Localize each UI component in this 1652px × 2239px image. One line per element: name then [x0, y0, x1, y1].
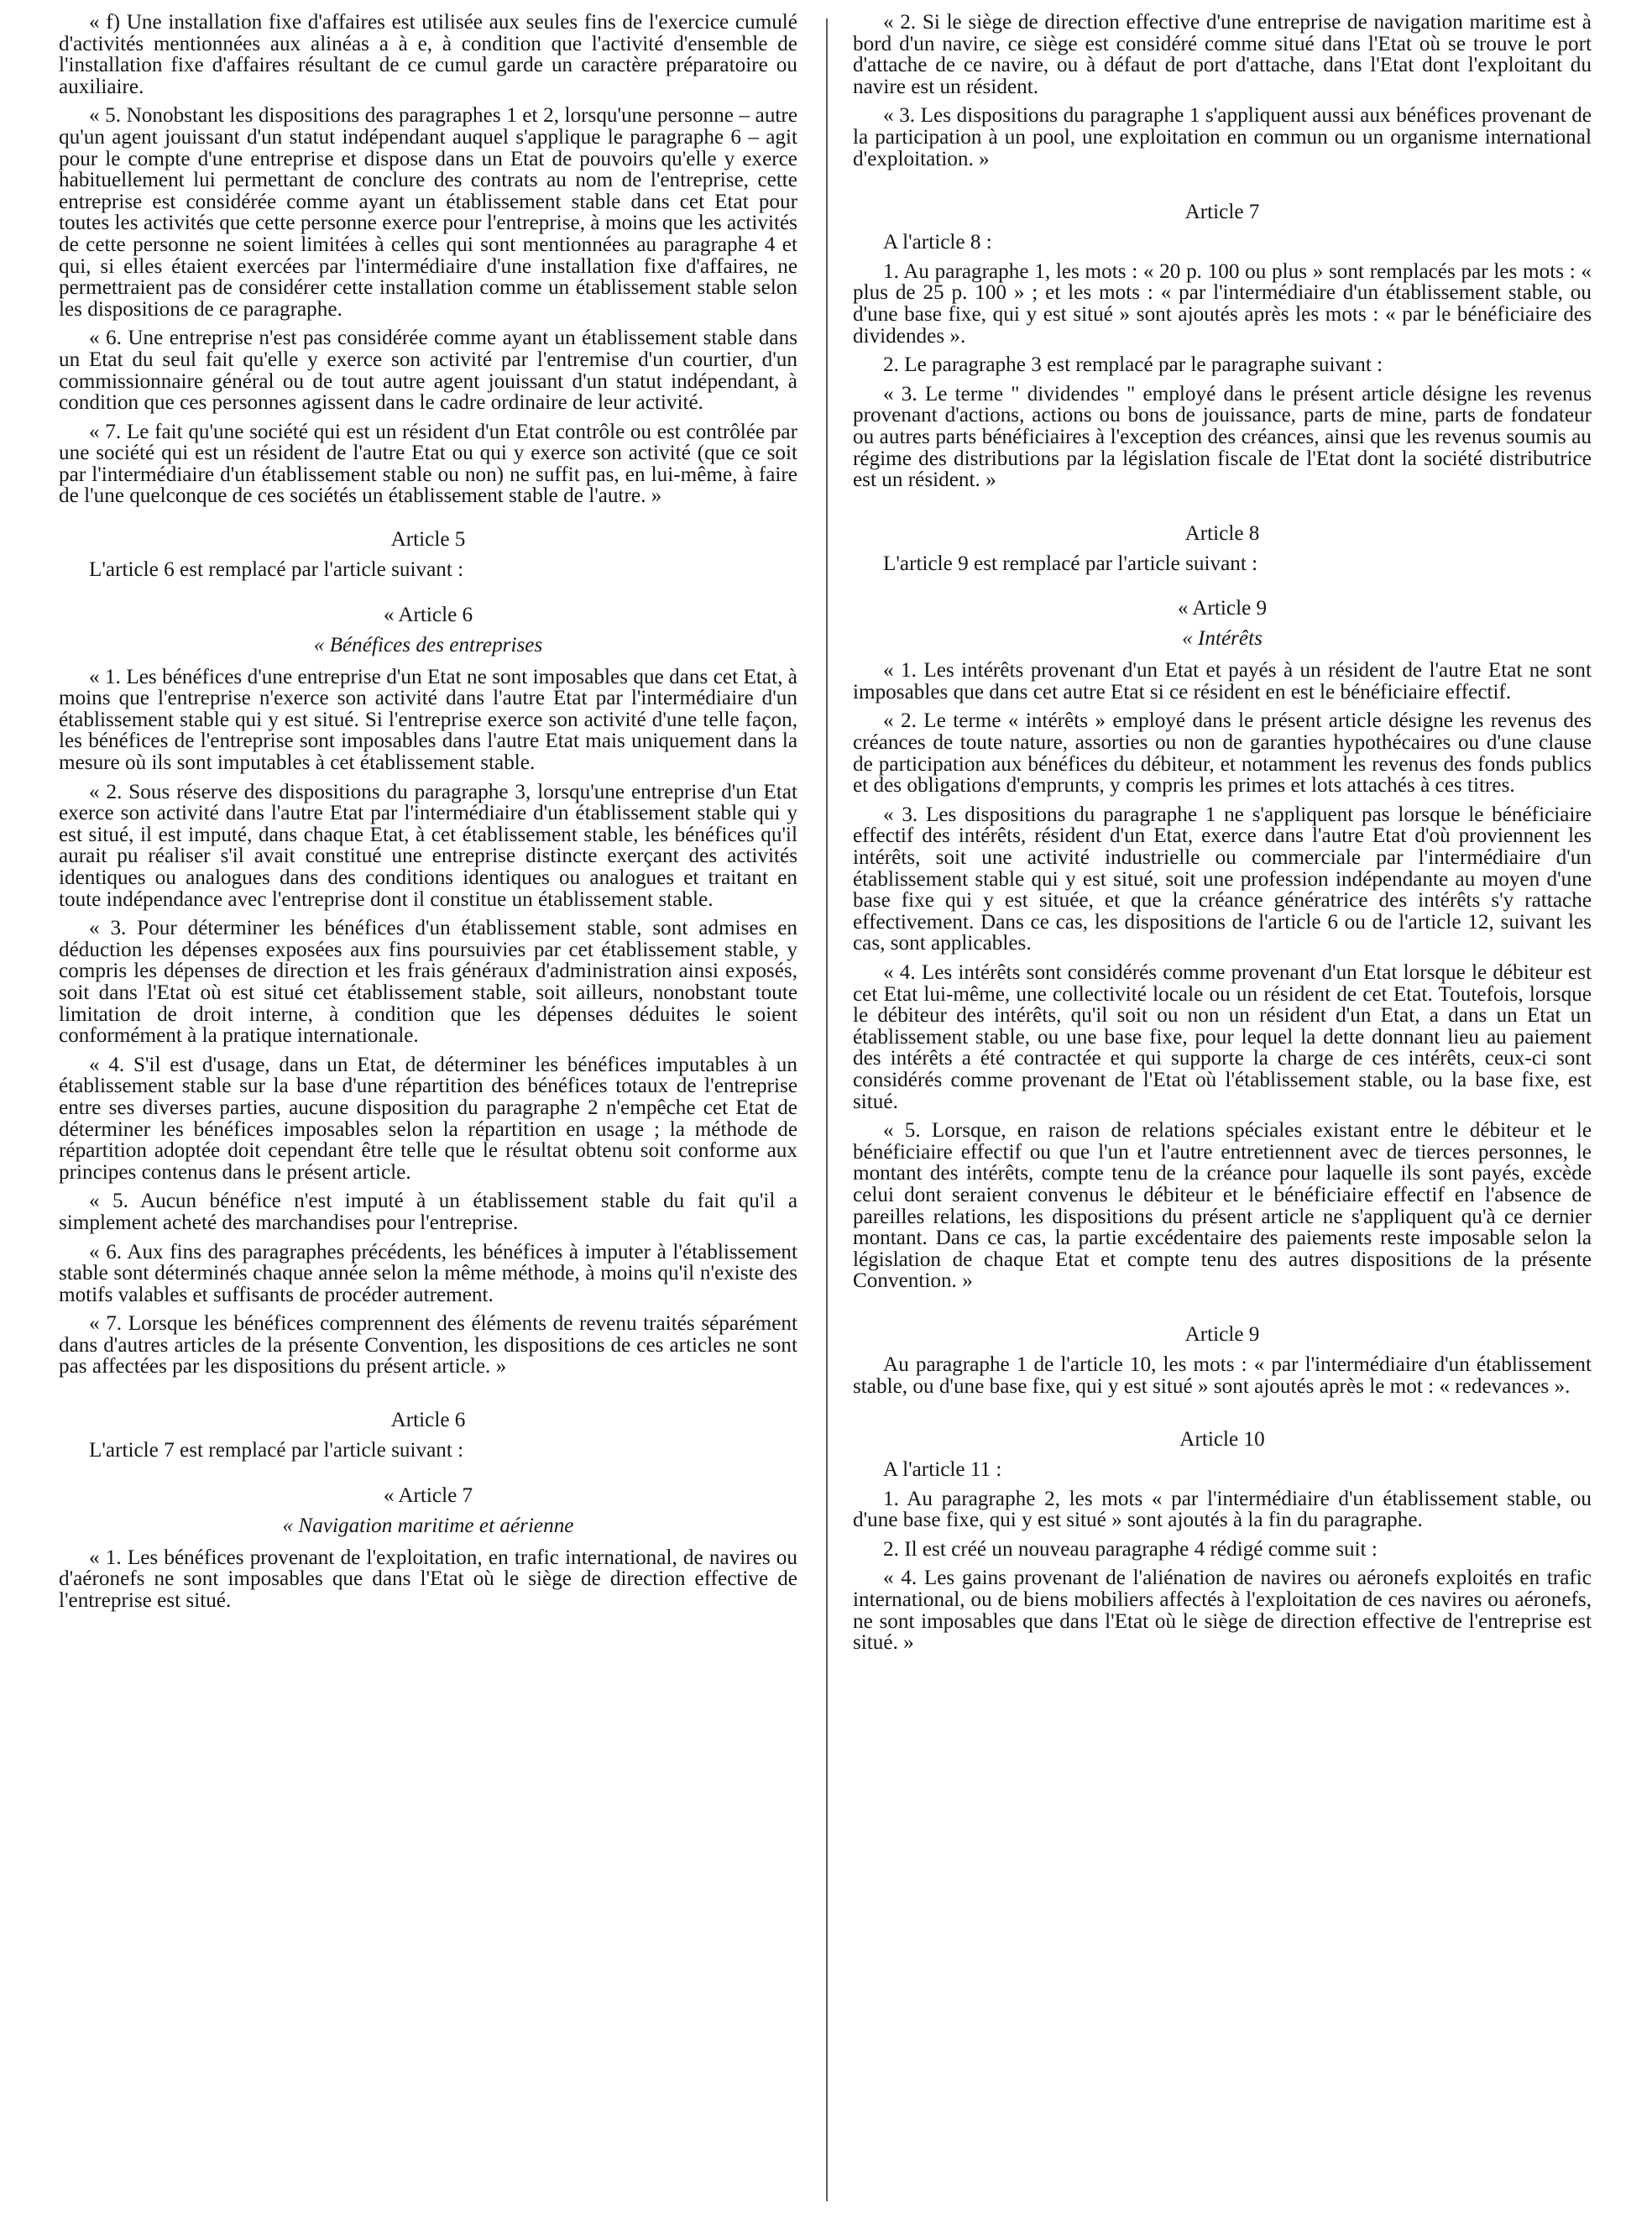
- document-page: [59, 12, 1603, 2228]
- article-5-heading: Article 5: [390, 528, 466, 552]
- article-6-heading: Article 6: [390, 1409, 466, 1432]
- article-6-subheading: « Article 6: [383, 603, 473, 626]
- article-9-paragraph-1: « 1. Les intérêts provenant d'un Etat et payés à un résident de l'autre Etat ne sont imposables que dans cet autre Etat si ce résident en est le bénéficiaire effectif.: [853, 659, 1592, 704]
- article-8-paragraph-3: « 3. Le terme " dividendes " employé dans le présent article désigne les revenus provenant d'actions, actions ou bons de jouissance, parts de mine, parts de fondateur ou autres parts bénéficiaires à l'exception des créances, ainsi que les revenus soumis au régime des distributions par la législation fiscale de l'Etat dont la société distributrice est un résident. »: [853, 382, 1592, 492]
- article-8-paragraph-1: 1. Au paragraphe 1, les mots : « 20 p. 100 ou plus » sont remplacés par les mots : « plus de 25 p. 100 » ; et les mots : « par l'intermédiaire d'un établissement stable, ou d'une base fixe, qui y est situé » sont ajoutés après les mots : « par le bénéficiaire des dividendes ».: [853, 259, 1592, 348]
- article-11-paragraph-1: 1. Au paragraphe 2, les mots « par l'intermédiaire d'un établissement stable, ou d'une base fixe, qui y est situé » sont ajoutés à la fin du paragraphe.: [853, 1487, 1592, 1532]
- article-5-intro: L'article 6 est remplacé par l'article suivant :: [89, 558, 464, 582]
- article-6-paragraph-7: « 7. Lorsque les bénéfices comprennent des éléments de revenu traités séparément dans d'autres articles de la présente Convention, les dispositions de ces articles ne sont pas affectées par les dispositions du présent article. »: [59, 1312, 797, 1378]
- article-10-heading: Article 10: [1179, 1428, 1265, 1452]
- article-6-paragraph-6: « 6. Aux fins des paragraphes précédents, les bénéfices à imputer à l'établissement stable sont déterminés chaque année selon la même méthode, à moins qu'il n'existe des motifs valables et suffisants de procéder autrement.: [59, 1240, 797, 1306]
- article-10-intro: A l'article 11 :: [883, 1458, 1002, 1482]
- article-8-heading: Article 8: [1184, 521, 1260, 545]
- article-9-paragraph-4: « 4. Les intérêts sont considérés comme provenant d'un Etat lorsque le débiteur est cet Etat lui-même, une collectivité locale ou un résident de cet Etat. Toutefois, lorsque le débiteur des intérêts, qu'il soit ou non un résident d'un Etat, a dans un Etat un établissement stable, ou une base fixe, pour lequel la dette donnant lieu au paiement des intérêts a été contractée et qui supporte la charge de ces intérêts, ceux-ci sont considérés comme provenant de l'Etat où l'établissement stable, ou la base fixe, est situé.: [853, 961, 1592, 1113]
- article-7-intro: A l'article 8 :: [883, 231, 992, 254]
- article-7-paragraph-2: « 2. Si le siège de direction effective d'une entreprise de navigation maritime est à bord d'un navire, ce siège est considéré comme situé dans l'Etat où se trouve le port d'attache de ce navire, ou à défaut de port d'attache, dans l'Etat dont l'exploitant du navire est un résident.: [853, 12, 1592, 98]
- article-6-paragraph-2: « 2. Sous réserve des dispositions du paragraphe 3, lorsqu'une entreprise d'un Etat exerce son activité dans l'autre Etat par l'intermédiaire d'un établissement stable qui y est situé, il est imputé, dans chaque Etat, à cet établissement stable, les bénéfices qu'il aurait pu réaliser s'il avait constitué une entreprise distincte exerçant des activités identiques ou analogues dans des conditions identiques ou analogues et traitant en toute indépendance avec l'entreprise dont il constitue un établissement stable.: [59, 780, 797, 911]
- article-6-paragraph-5: « 5. Aucun bénéfice n'est imputé à un établissement stable du fait qu'il a simplement acheté des marchandises pour l'entreprise.: [59, 1190, 797, 1234]
- article-8-intro: L'article 9 est remplacé par l'article suivant :: [883, 552, 1258, 575]
- article-11-paragraph-2: 2. Il est créé un nouveau paragraphe 4 rédigé comme suit :: [883, 1537, 1378, 1561]
- article-7-paragraph-1: « 1. Les bénéfices provenant de l'exploitation, en trafic international, de navires ou d'aéronefs ne sont imposables que dans l'Etat où le siège de direction effective de l'entreprise est situé.: [59, 1546, 797, 1612]
- article-9-title: « Intérêts: [1182, 627, 1263, 651]
- right-column: [828, 12, 1592, 2228]
- article-7-heading: Article 7: [1184, 201, 1260, 224]
- paragraph-4f: « f) Une installation fixe d'affaires est utilisée aux seules fins de l'exercice cumulé d'activités mentionnées aux alinéas a à e, à condition que l'activité d'ensemble de l'installation fixe d'affaires résultant de ce cumul garde un caractère préparatoire ou auxiliaire.: [59, 12, 797, 98]
- article-7-subheading: « Article 7: [383, 1483, 473, 1507]
- article-6-title: « Bénéfices des entreprises: [313, 633, 543, 657]
- article-9-paragraph-2: « 2. Le terme « intérêts » employé dans le présent article désigne les revenus des créances de toute nature, assorties ou non de garanties hypothécaires ou d'une clause de participation aux bénéfices du débiteur, et notamment les revenus des fonds publics et des obligations d'emprunts, y compris les primes et lots attachés à ces titres.: [853, 709, 1592, 798]
- article-9-paragraph-3: « 3. Les dispositions du paragraphe 1 ne s'appliquent pas lorsque le bénéficiaire effectif des intérêts, résident d'un Etat, exerce dans l'autre Etat d'où proviennent les intérêts, soit une activité industrielle ou commerciale par l'intermédiaire d'un établissement stable qui y est situé, soit une profession indépendante au moyen d'une base fixe qui y est située, et que la créance génératrice des intérêts s'y rattache effectivement. Dans ce cas, les dispositions de l'article 6 ou de l'article 12, suivant les cas, sont applicables.: [853, 803, 1592, 955]
- article-9-subheading: « Article 9: [1177, 597, 1268, 620]
- paragraph-4-6: « 6. Une entreprise n'est pas considérée comme ayant un établissement stable dans un Etat du seul fait qu'elle y exerce son activité par l'entremise d'un courtier, d'un commissionnaire général ou de tout autre agent jouissant d'un statut indépendant, à condition que ces personnes agissent dans le cadre ordinaire de leur activité.: [59, 327, 797, 415]
- article-6-intro: L'article 7 est remplacé par l'article suivant :: [89, 1439, 464, 1462]
- article-11-paragraph-3: « 4. Les gains provenant de l'aliénation de navires ou aéronefs exploités en trafic international, ou de biens mobiliers affectés à l'exploitation de ces navires ou aéronefs, ne sont imposables que dans l'Etat où le siège de direction effective de l'entreprise est situé. »: [853, 1567, 1592, 1655]
- article-7-title: « Navigation maritime et aérienne: [282, 1514, 574, 1537]
- article-6-paragraph-3: « 3. Pour déterminer les bénéfices d'un établissement stable, sont admises en déduction les dépenses exposées aux fins poursuivies par cet établissement stable, y compris les dépenses de direction et les frais généraux d'administration ainsi exposés, soit dans l'Etat où est situé cet établissement stable, soit ailleurs, nonobstant toute limitation de droit interne, à condition que les dépenses déduites le soient conformément à la pratique internationale.: [59, 917, 797, 1048]
- article-9-heading: Article 9: [1184, 1322, 1260, 1346]
- paragraph-4-5: « 5. Nonobstant les dispositions des paragraphes 1 et 2, lorsqu'une personne – autre qu'un agent jouissant d'un statut indépendant auquel s'applique le paragraphe 6 – agit pour le compte d'une entreprise et dispose dans un Etat de pouvoirs qu'elle y exerce habituellement lui permettant de conclure des contrats au nom de l'entreprise, cette entreprise est considérée comme ayant un établissement stable dans cet Etat pour toutes les activités que cette personne exerce pour l'entreprise, à moins que les activités de cette personne ne soient limitées à celles qui sont mentionnées au paragraphe 4 et qui, si elles étaient exercées par l'intermédiaire d'une installation fixe d'affaires, ne permettraient pas de considérer cette installation comme un établissement stable selon les dispositions de ce paragraphe.: [59, 104, 797, 321]
- paragraph-4-7: « 7. Le fait qu'une société qui est un résident d'un Etat contrôle ou est contrôlée par une société qui est un résident de l'autre Etat ou qui y exerce son activité (que ce soit par l'intermédiaire d'un établissement stable ou non) ne suffit pas, en lui-même, à faire de l'une quelconque de ces sociétés un établissement stable de l'autre. »: [59, 420, 797, 508]
- article-9-paragraph-5: « 5. Lorsque, en raison de relations spéciales existant entre le débiteur et le bénéficiaire effectif ou que l'un et l'autre entretiennent avec de tierces personnes, le montant des intérêts, compte tenu de la créance pour laquelle ils sont payés, excède celui dont seraient convenus le débiteur et le bénéficiaire effectif en l'absence de pareilles relations, les dispositions du présent article ne s'appliquent qu'à ce dernier montant. Dans ce cas, la partie excédentaire des paiements reste imposable selon la législation de chaque Etat et compte tenu des autres dispositions de la présente Convention. »: [853, 1119, 1592, 1293]
- article-6-paragraph-4: « 4. S'il est d'usage, dans un Etat, de déterminer les bénéfices imputables à un établissement stable sur la base d'une répartition des bénéfices totaux de l'entreprise entre ses diverses parties, aucune disposition du paragraphe 2 n'empêche cet Etat de déterminer les bénéfices imposables selon la répartition en usage ; la méthode de répartition adoptée doit cependant être telle que le résultat obtenu soit conforme aux principes contenus dans le présent article.: [59, 1053, 797, 1184]
- article-6-paragraph-1: « 1. Les bénéfices d'une entreprise d'un Etat ne sont imposables que dans cet Etat, à moins que l'entreprise n'exerce son activité dans l'autre Etat par l'intermédiaire d'un établissement stable qui y est situé. Si l'entreprise exerce son activité d'une telle façon, les bénéfices de l'entreprise sont imposables dans l'autre Etat mais uniquement dans la mesure où ils sont imputables à cet établissement stable.: [59, 665, 797, 775]
- left-column: [59, 12, 826, 2228]
- article-8-paragraph-2: 2. Le paragraphe 3 est remplacé par le paragraphe suivant :: [883, 353, 1383, 377]
- article-10-amendment: Au paragraphe 1 de l'article 10, les mots : « par l'intermédiaire d'un établissement stable, ou d'une base fixe, qui y est situé » sont ajoutés après le mot : « redevances ».: [853, 1352, 1592, 1398]
- article-7-paragraph-3: « 3. Les dispositions du paragraphe 1 s'appliquent aussi aux bénéfices provenant de la participation à un pool, une exploitation en commun ou un organisme international d'exploitation. »: [853, 104, 1592, 170]
